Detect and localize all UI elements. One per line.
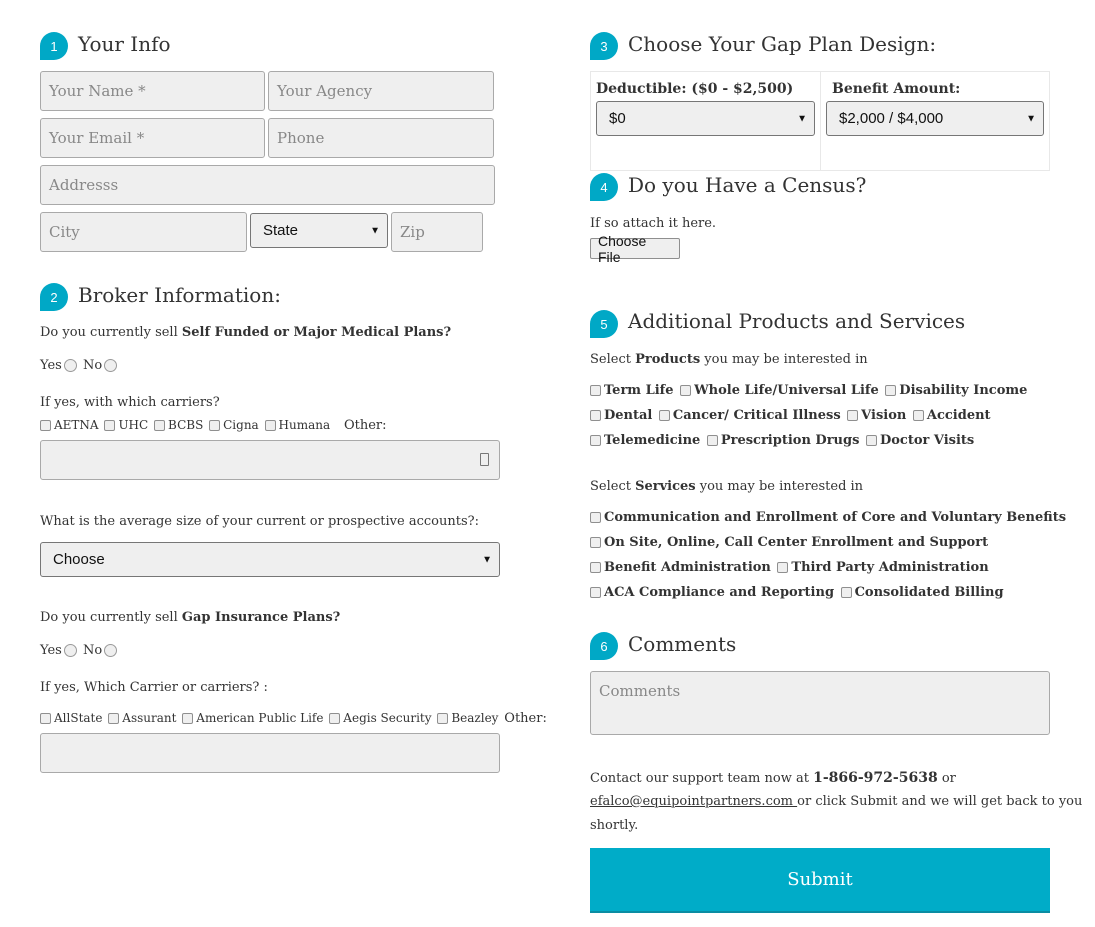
- carrier-label: BCBS: [168, 418, 204, 432]
- no-radio[interactable]: [104, 359, 117, 372]
- carrier-label: American Public Life: [196, 711, 324, 725]
- question-text: Do you currently sell: [40, 325, 182, 340]
- chevron-down-icon: ▼: [482, 554, 492, 565]
- comments-textarea[interactable]: Comments: [590, 671, 1050, 735]
- step-badge-6: 6: [590, 632, 618, 660]
- self-funded-radio-group: [40, 358, 119, 373]
- products-row: [590, 408, 993, 423]
- self-funded-question: [40, 325, 451, 340]
- service-label: Consolidated Billing: [854, 585, 1004, 600]
- yes-radio[interactable]: [64, 359, 77, 372]
- zip-input[interactable]: Zip: [391, 212, 483, 252]
- phone-input[interactable]: Phone: [268, 118, 494, 158]
- benefit-amount-value: $2,000 / $4,000: [839, 110, 944, 127]
- step-badge-2: 2: [40, 283, 68, 311]
- product-checkbox-telemedicine[interactable]: [590, 435, 601, 446]
- gap-carrier-checkbox-allstate[interactable]: [40, 713, 51, 724]
- question-bold: Gap Insurance Plans?: [181, 610, 341, 625]
- services-row: [590, 560, 991, 575]
- email-input[interactable]: Your Email *: [40, 118, 265, 158]
- gap-carriers-checkbox-group: [40, 711, 547, 726]
- prompt-text: you may be interested in: [695, 479, 864, 494]
- product-label: Dental: [604, 408, 653, 423]
- contact-text: Contact our support team now at: [590, 771, 814, 786]
- services-row: [590, 585, 1006, 600]
- your-info-heading: Your Info: [78, 32, 171, 56]
- support-email-link[interactable]: efalco@equipointpartners.com: [590, 794, 798, 809]
- contact-text: or: [937, 771, 956, 786]
- products-row: [590, 433, 976, 448]
- service-label: Third Party Administration: [791, 560, 989, 575]
- step-badge-4: 4: [590, 173, 618, 201]
- prompt-bold: Services: [635, 479, 696, 494]
- chevron-down-icon: ▼: [1026, 113, 1036, 124]
- product-label: Telemedicine: [604, 433, 701, 448]
- table-divider: [820, 71, 821, 171]
- no-label: No: [82, 643, 103, 658]
- carrier-checkbox-cigna[interactable]: [209, 420, 220, 431]
- service-label: Communication and Enrollment of Core and Voluntary Benefits: [604, 510, 1067, 525]
- step-badge-5: 5: [590, 310, 618, 338]
- deductible-label: Deductible: ($0 - $2,500): [596, 81, 794, 97]
- no-label: No: [82, 358, 103, 373]
- deductible-value: $0: [609, 110, 626, 127]
- yes-radio[interactable]: [64, 644, 77, 657]
- product-label: Accident: [926, 408, 991, 423]
- carriers-other-textarea[interactable]: [40, 440, 500, 480]
- service-checkbox-communication[interactable]: [590, 512, 601, 523]
- yes-label: Yes: [40, 358, 62, 373]
- broker-info-heading: Broker Information:: [78, 283, 281, 307]
- support-phone: 1-866-972-5638: [813, 770, 938, 786]
- comments-heading: Comments: [628, 632, 737, 656]
- product-label: Whole Life/Universal Life: [694, 383, 879, 398]
- address-input[interactable]: Addresss: [40, 165, 495, 205]
- product-checkbox-cancer[interactable]: [659, 410, 670, 421]
- carrier-checkbox-uhc[interactable]: [104, 420, 115, 431]
- carrier-label: Assurant: [122, 711, 177, 725]
- question-text: Do you currently sell: [40, 610, 182, 625]
- additional-heading: Additional Products and Services: [628, 309, 966, 333]
- carrier-checkbox-aetna[interactable]: [40, 420, 51, 431]
- service-label: ACA Compliance and Reporting: [604, 585, 835, 600]
- resize-icon: [480, 453, 489, 466]
- product-checkbox-vision[interactable]: [847, 410, 858, 421]
- gap-carrier-checkbox-aegis[interactable]: [329, 713, 340, 724]
- city-input[interactable]: City: [40, 212, 247, 252]
- products-row: [590, 383, 1029, 398]
- contact-line-1: [590, 770, 956, 786]
- step-badge-3: 3: [590, 32, 618, 60]
- contact-text: or click Submit and we will get back to you: [797, 794, 1083, 809]
- account-size-question: What is the average size of your current or prospective accounts?:: [40, 514, 479, 529]
- product-label: Cancer/ Critical Illness: [672, 408, 841, 423]
- service-checkbox-billing[interactable]: [841, 587, 852, 598]
- benefit-amount-label: Benefit Amount:: [832, 81, 961, 97]
- carrier-label: Humana: [278, 418, 331, 432]
- gap-carriers-question: If yes, Which Carrier or carriers? :: [40, 680, 268, 695]
- agency-input[interactable]: Your Agency: [268, 71, 494, 111]
- products-prompt: [590, 352, 868, 367]
- gap-carrier-checkbox-beazley[interactable]: [437, 713, 448, 724]
- carrier-label: AETNA: [54, 418, 99, 432]
- service-checkbox-tpa[interactable]: [777, 562, 788, 573]
- census-hint: If so attach it here.: [590, 216, 717, 231]
- product-checkbox-disability[interactable]: [885, 385, 896, 396]
- contact-line-2: [590, 794, 1082, 809]
- other-label: Other:: [504, 711, 547, 726]
- carrier-label: Beazley: [451, 711, 499, 725]
- plan-design-heading: Choose Your Gap Plan Design:: [628, 32, 937, 56]
- submit-button[interactable]: Submit: [590, 848, 1050, 913]
- product-checkbox-whole-life[interactable]: [680, 385, 691, 396]
- no-radio[interactable]: [104, 644, 117, 657]
- carriers-question: If yes, with which carriers?: [40, 395, 220, 410]
- choose-file-button[interactable]: Choose File: [590, 238, 680, 259]
- product-label: Prescription Drugs: [720, 433, 860, 448]
- product-checkbox-prescription[interactable]: [707, 435, 718, 446]
- carrier-label: UHC: [118, 418, 149, 432]
- product-checkbox-doctor-visits[interactable]: [866, 435, 877, 446]
- carrier-label: Cigna: [223, 418, 259, 432]
- product-label: Vision: [861, 408, 907, 423]
- yes-label: Yes: [40, 643, 62, 658]
- services-prompt: [590, 479, 863, 494]
- account-size-value: Choose: [53, 551, 105, 568]
- services-row: [590, 535, 990, 550]
- product-label: Disability Income: [899, 383, 1028, 398]
- benefit-amount-select[interactable]: [826, 101, 1044, 136]
- product-checkbox-accident[interactable]: [913, 410, 924, 421]
- prompt-bold: Products: [635, 352, 701, 367]
- state-select[interactable]: [250, 213, 388, 248]
- product-checkbox-dental[interactable]: [590, 410, 601, 421]
- gap-carrier-checkbox-apl[interactable]: [182, 713, 193, 724]
- gap-radio-group: [40, 643, 119, 658]
- carrier-label: AllState: [54, 711, 103, 725]
- carrier-checkbox-humana[interactable]: [265, 420, 276, 431]
- census-heading: Do you Have a Census?: [628, 173, 867, 197]
- name-input[interactable]: Your Name *: [40, 71, 265, 111]
- account-size-select[interactable]: [40, 542, 500, 577]
- carrier-checkbox-bcbs[interactable]: [154, 420, 165, 431]
- product-checkbox-term-life[interactable]: [590, 385, 601, 396]
- prompt-text: Select: [590, 352, 636, 367]
- service-label: Benefit Administration: [604, 560, 771, 575]
- deductible-select[interactable]: [596, 101, 815, 136]
- step-badge-1: 1: [40, 32, 68, 60]
- service-checkbox-aca[interactable]: [590, 587, 601, 598]
- product-label: Term Life: [604, 383, 674, 398]
- other-label: Other:: [343, 418, 387, 433]
- gap-question: [40, 610, 340, 625]
- gap-carrier-checkbox-assurant[interactable]: [108, 713, 119, 724]
- prompt-text: Select: [590, 479, 636, 494]
- chevron-down-icon: ▼: [797, 113, 807, 124]
- service-checkbox-benefit-admin[interactable]: [590, 562, 601, 573]
- carriers-checkbox-group: [40, 418, 387, 433]
- carrier-label: Aegis Security: [343, 711, 432, 725]
- product-label: Doctor Visits: [879, 433, 975, 448]
- chevron-down-icon: ▼: [370, 225, 380, 236]
- services-row: [590, 510, 1068, 525]
- prompt-text: you may be interested in: [700, 352, 868, 367]
- question-bold: Self Funded or Major Medical Plans?: [181, 325, 452, 340]
- contact-line-3: shortly.: [590, 818, 639, 833]
- gap-carriers-other-input[interactable]: [40, 733, 500, 773]
- service-label: On Site, Online, Call Center Enrollment and Support: [604, 535, 989, 550]
- state-select-value: State: [263, 222, 299, 239]
- service-checkbox-onsite[interactable]: [590, 537, 601, 548]
